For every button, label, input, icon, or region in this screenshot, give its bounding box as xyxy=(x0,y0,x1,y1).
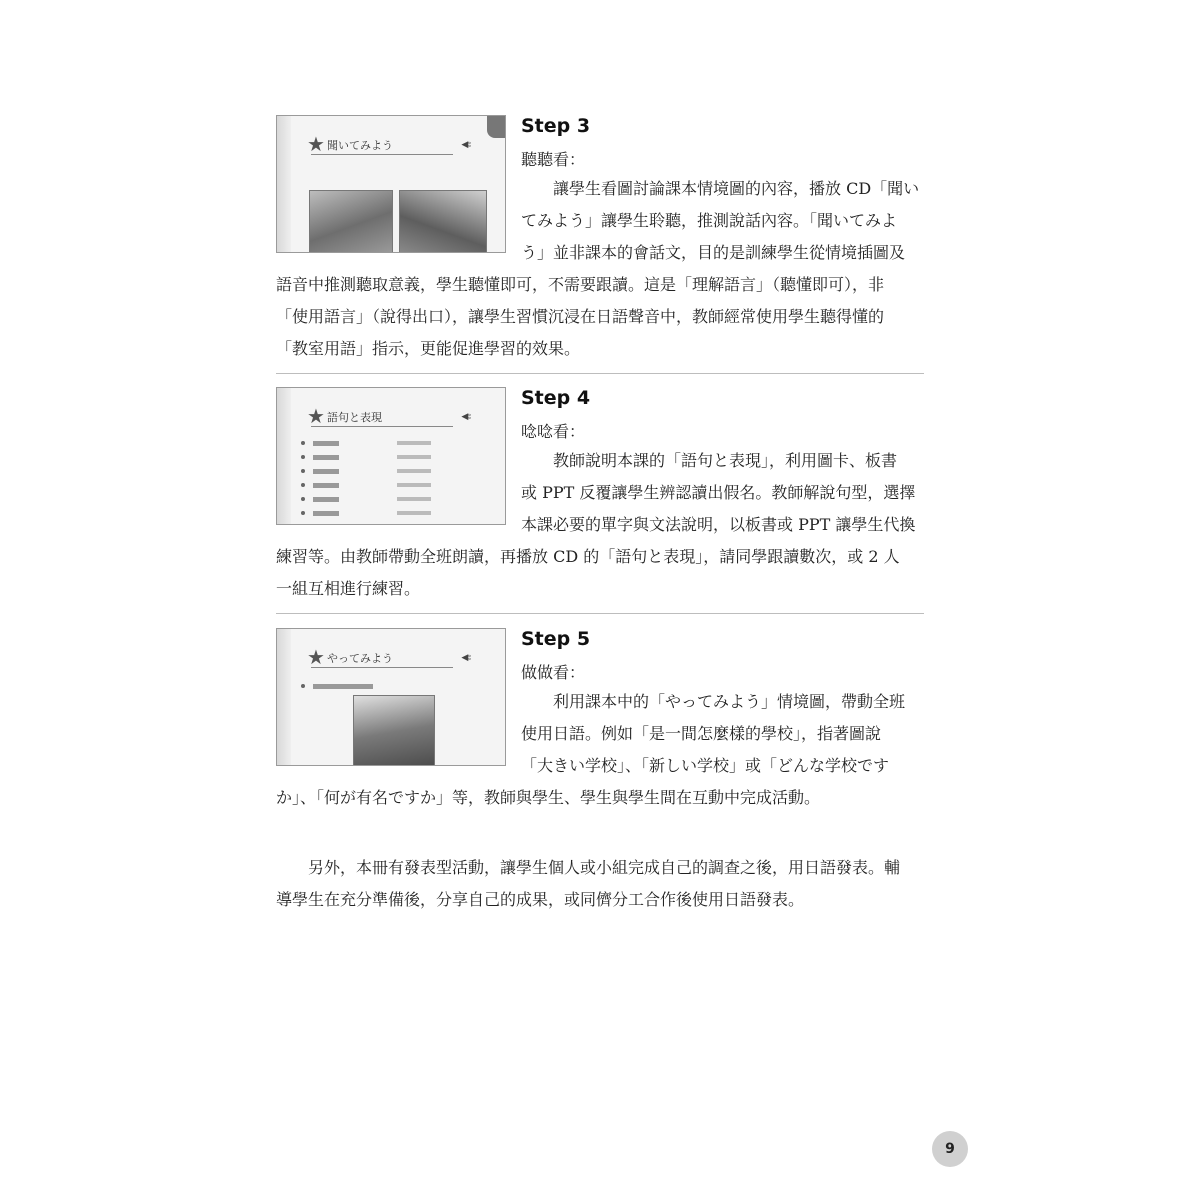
text-line: 讓學生看圖討論課本情境圖的內容，播放 CD「聞い xyxy=(553,179,920,198)
text-line: 使用日語。例如「是一間怎麼樣的學校」，指著圖說 xyxy=(521,724,882,743)
text-line: 「使用語言」（說得出口），讓學生習慣沉浸在日語聲音中，教師經常使用學生聽得懂的 xyxy=(276,307,885,326)
text-line: てみよう」讓學生聆聽，推測說話內容。「聞いてみよ xyxy=(521,211,898,230)
page-number: 9 xyxy=(932,1131,968,1167)
text-line: か」、「何が有名ですか」等，教師與學生、學生與學生間在互動中完成活動。 xyxy=(276,788,821,807)
step-subtitle: 聽聽看： xyxy=(521,150,586,169)
star-icon: ★ xyxy=(307,404,325,428)
unit-tab xyxy=(487,116,505,138)
closing-paragraph xyxy=(276,852,924,922)
text-line: 本課必要的單字與文法說明，以板書或 PPT 讓學生代換 xyxy=(521,515,916,534)
text-line: 「教室用語」指示，更能促進學習的效果。 xyxy=(276,339,581,358)
page-edge xyxy=(277,629,291,765)
text-line: 教師說明本課的「語句と表現」，利用圖卡、板書 xyxy=(553,451,898,470)
text-line: 一組互相進行練習。 xyxy=(276,579,421,598)
cd-icon: ◀⦂ xyxy=(461,653,471,663)
step-3-section xyxy=(276,115,924,370)
cd-icon: ◀⦂ xyxy=(461,412,471,422)
step-title: Step 3 xyxy=(521,115,591,137)
text-line: 導學生在充分準備後，分享自己的成果，或同儕分工合作後使用日語發表。 xyxy=(276,890,805,909)
section-divider xyxy=(276,373,924,374)
text-line: う」並非課本的會話文，目的是訓練學生從情境插圖及 xyxy=(521,243,906,262)
star-icon: ★ xyxy=(307,132,325,156)
cd-icon: ◀⦂ xyxy=(461,140,471,150)
step-title: Step 5 xyxy=(521,628,591,650)
thumb-heading: 聞いてみよう xyxy=(327,139,393,152)
text-line: 語音中推測聽取意義，學生聽懂即可，不需要跟讀。這是「理解語言」（聽懂即可），非 xyxy=(276,275,885,294)
text-line: 練習等。由教師帶動全班朗讀，再播放 CD 的「語句と表現」，請同學跟讀數次，或 2 人 xyxy=(276,547,900,566)
thumb-heading: 語句と表現 xyxy=(327,411,382,424)
text-line: 或 PPT 反覆讓學生辨認讀出假名。教師解說句型，選擇 xyxy=(521,483,916,502)
step-5-thumbnail xyxy=(276,628,506,766)
scene-illustration-1 xyxy=(309,190,393,253)
scene-illustration-2 xyxy=(399,190,487,253)
step-subtitle: 唸唸看： xyxy=(521,422,586,441)
step-5-section xyxy=(276,628,924,818)
page-edge xyxy=(277,388,291,524)
step-4-thumbnail xyxy=(276,387,506,525)
step-4-section xyxy=(276,387,924,607)
section-divider xyxy=(276,613,924,614)
star-icon: ★ xyxy=(307,645,325,669)
text-line: 「大きい学校」、「新しい学校」或「どんな学校です xyxy=(521,756,890,775)
page-edge xyxy=(277,116,291,252)
text-line: 另外，本冊有發表型活動，讓學生個人或小組完成自己的調查之後，用日語發表。輔 xyxy=(308,858,901,877)
step-title: Step 4 xyxy=(521,387,591,409)
step-3-thumbnail xyxy=(276,115,506,253)
school-illustration xyxy=(353,695,435,766)
thumb-heading: やってみよう xyxy=(327,652,393,665)
step-subtitle: 做做看： xyxy=(521,663,586,682)
text-line: 利用課本中的「やってみよう」情境圖，帶動全班 xyxy=(553,692,906,711)
